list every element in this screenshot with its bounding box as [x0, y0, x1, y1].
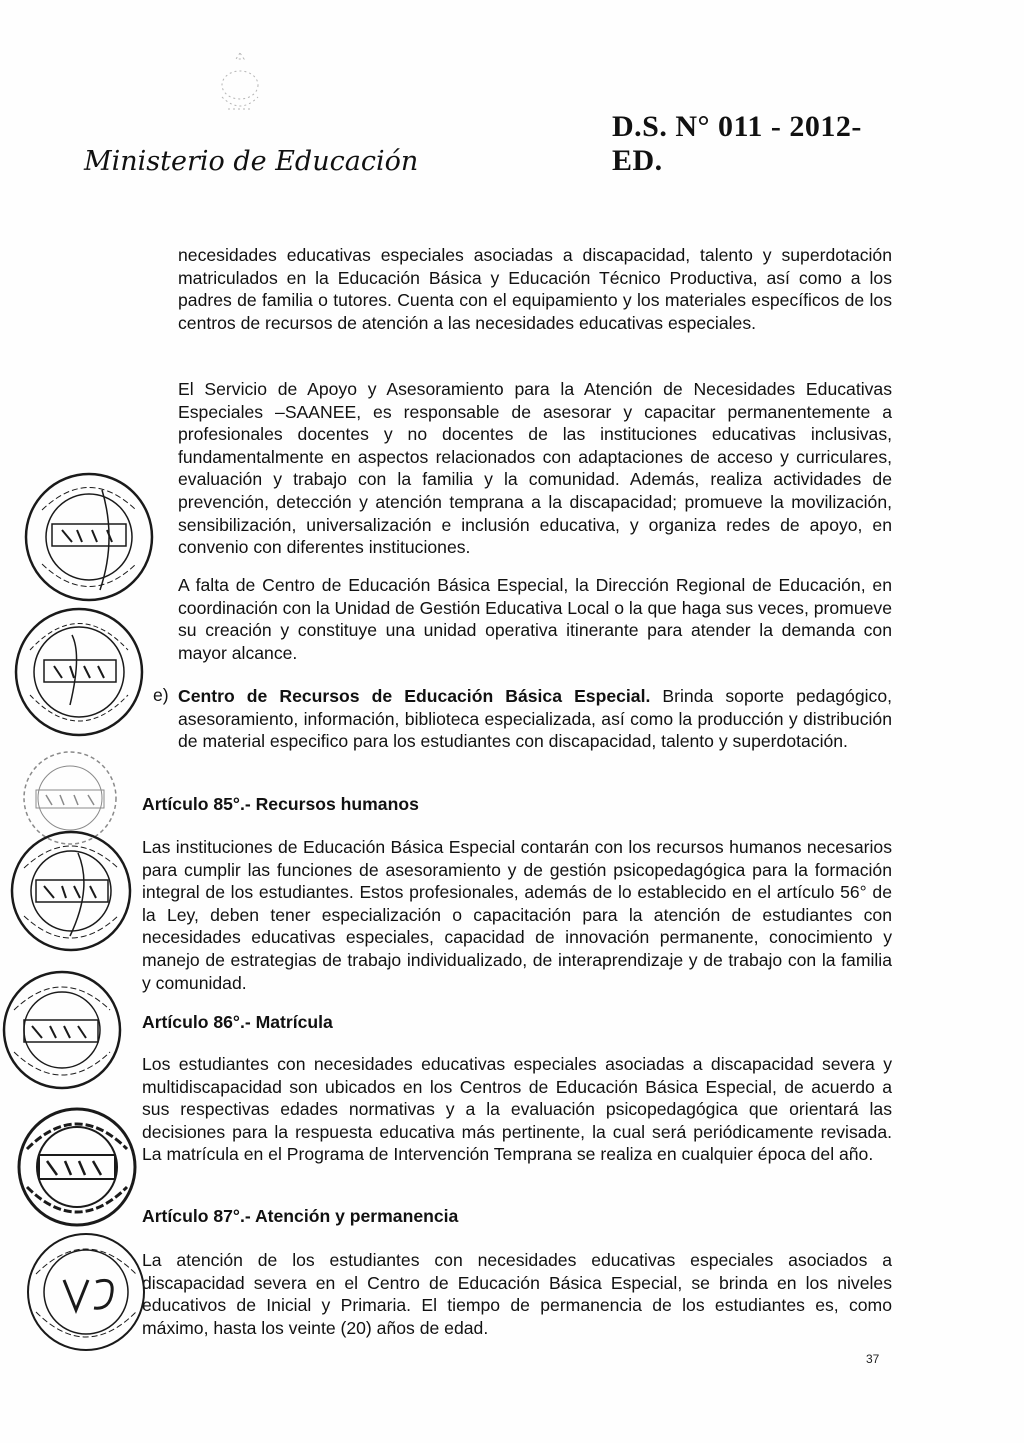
- item-e-title: Centro de Recursos de Educación Básica Especial.: [178, 686, 651, 706]
- article-87-heading: Artículo 87°.- Atención y permanencia: [142, 1206, 459, 1226]
- document-number: D.S. N° 011 - 2012- ED.: [612, 110, 862, 177]
- article-86-text: Los estudiantes con necesidades educativas especiales asociadas a discapacidad severa y multidiscapacidad son ubicados en los Centros de Educación Básica Especial, de acuerdo a sus respectivas edades normativas y a la evaluación psicopedagógica que orientará las decisiones para la respuesta educativa más pertinente, la cual será periódicamente revisada. La matrícula en el Programa de Intervención Temprana se realiza en cualquier época del año.: [142, 1054, 892, 1165]
- paragraph-1: necesidades educativas especiales asociadas a discapacidad, talento y superdotación matriculados en la Educación Básica y Educación Técnico Productiva, así como a los padres de familia o tutores. Cuenta con el equipamiento y los materiales específicos de los centros de recursos de atención a las necesidades educativas especiales.: [178, 245, 892, 333]
- item-e-paragraph: [178, 685, 892, 753]
- article-86-heading: Artículo 86°.- Matrícula: [142, 1012, 333, 1032]
- item-e-text: Brinda soporte pedagógico, asesoramiento, información, biblioteca especializada, así como la producción y distribución de material especifico para los estudiantes con discapacidad, talento y superdotación.: [178, 686, 892, 752]
- paragraph-2: El Servicio de Apoyo y Asesoramiento para la Atención de Necesidades Educativas Especiales –SAANEE, es responsable de asesorar y capacitar permanentemente a profesionales docentes y no docentes de las instituciones educativas inclusivas, fundamentalmente en aspectos relacionados con adaptaciones de acceso y curriculares, evaluación y trabajo con la familia y la comunidad. Además, realiza actividades de prevención, detección y atención temprana a la discapacidad; promueve la movilización, sensibilización, universalización e inclusión educativa, y organiza redes de apoyo, en convenio con diferentes instituciones.: [178, 379, 892, 558]
- visto-stamp: [22, 1230, 152, 1356]
- visacion-stamp-4: [8, 828, 134, 954]
- visacion-stamp-1: [22, 470, 156, 604]
- visacion-stamp-5: [0, 968, 130, 1094]
- article-85-text: Las instituciones de Educación Básica Especial contarán con los recursos humanos necesarios para cumplir las funciones de asesoramiento y de gestión psicopedagógica para la formación integral de los estudiantes. Estos profesionales, además de lo establecido en el artículo 56° de la Ley, deben tener especialización o capacitación para la atención de estudiantes con necesidades educativas especiales, capacidad de innovación permanente, conocimiento y manejo de estrategias de trabajo individualizado, de interaprendizaje y de trabajo con la familia y comunidad.: [142, 837, 892, 993]
- visacion-stamp-2: [12, 605, 146, 739]
- visacion-stamp-6: [15, 1105, 139, 1229]
- paragraph-3: A falta de Centro de Educación Básica Especial, la Dirección Regional de Educación, en coordinación con la Unidad de Gestión Educativa Local o la que haga sus veces, promueve su creación y constituye una unidad operativa itinerante para atender la demanda con mayor alcance.: [178, 575, 892, 663]
- crest-emblem: [200, 45, 280, 130]
- article-87-text: La atención de los estudiantes con necesidades educativas especiales asociados a discapacidad severa en el Centro de Educación Básica Especial, se brinda en los niveles educativos de Inicial y Primaria. El tiempo de permanencia de los estudiantes es, como máximo, hasta los veinte (20) años de edad.: [142, 1250, 892, 1338]
- item-e-letter: e): [153, 685, 169, 705]
- page-number: 37: [866, 1352, 880, 1366]
- article-85-heading: Artículo 85°.- Recursos humanos: [142, 794, 419, 814]
- ministry-title: Ministerio de Educación: [84, 146, 419, 177]
